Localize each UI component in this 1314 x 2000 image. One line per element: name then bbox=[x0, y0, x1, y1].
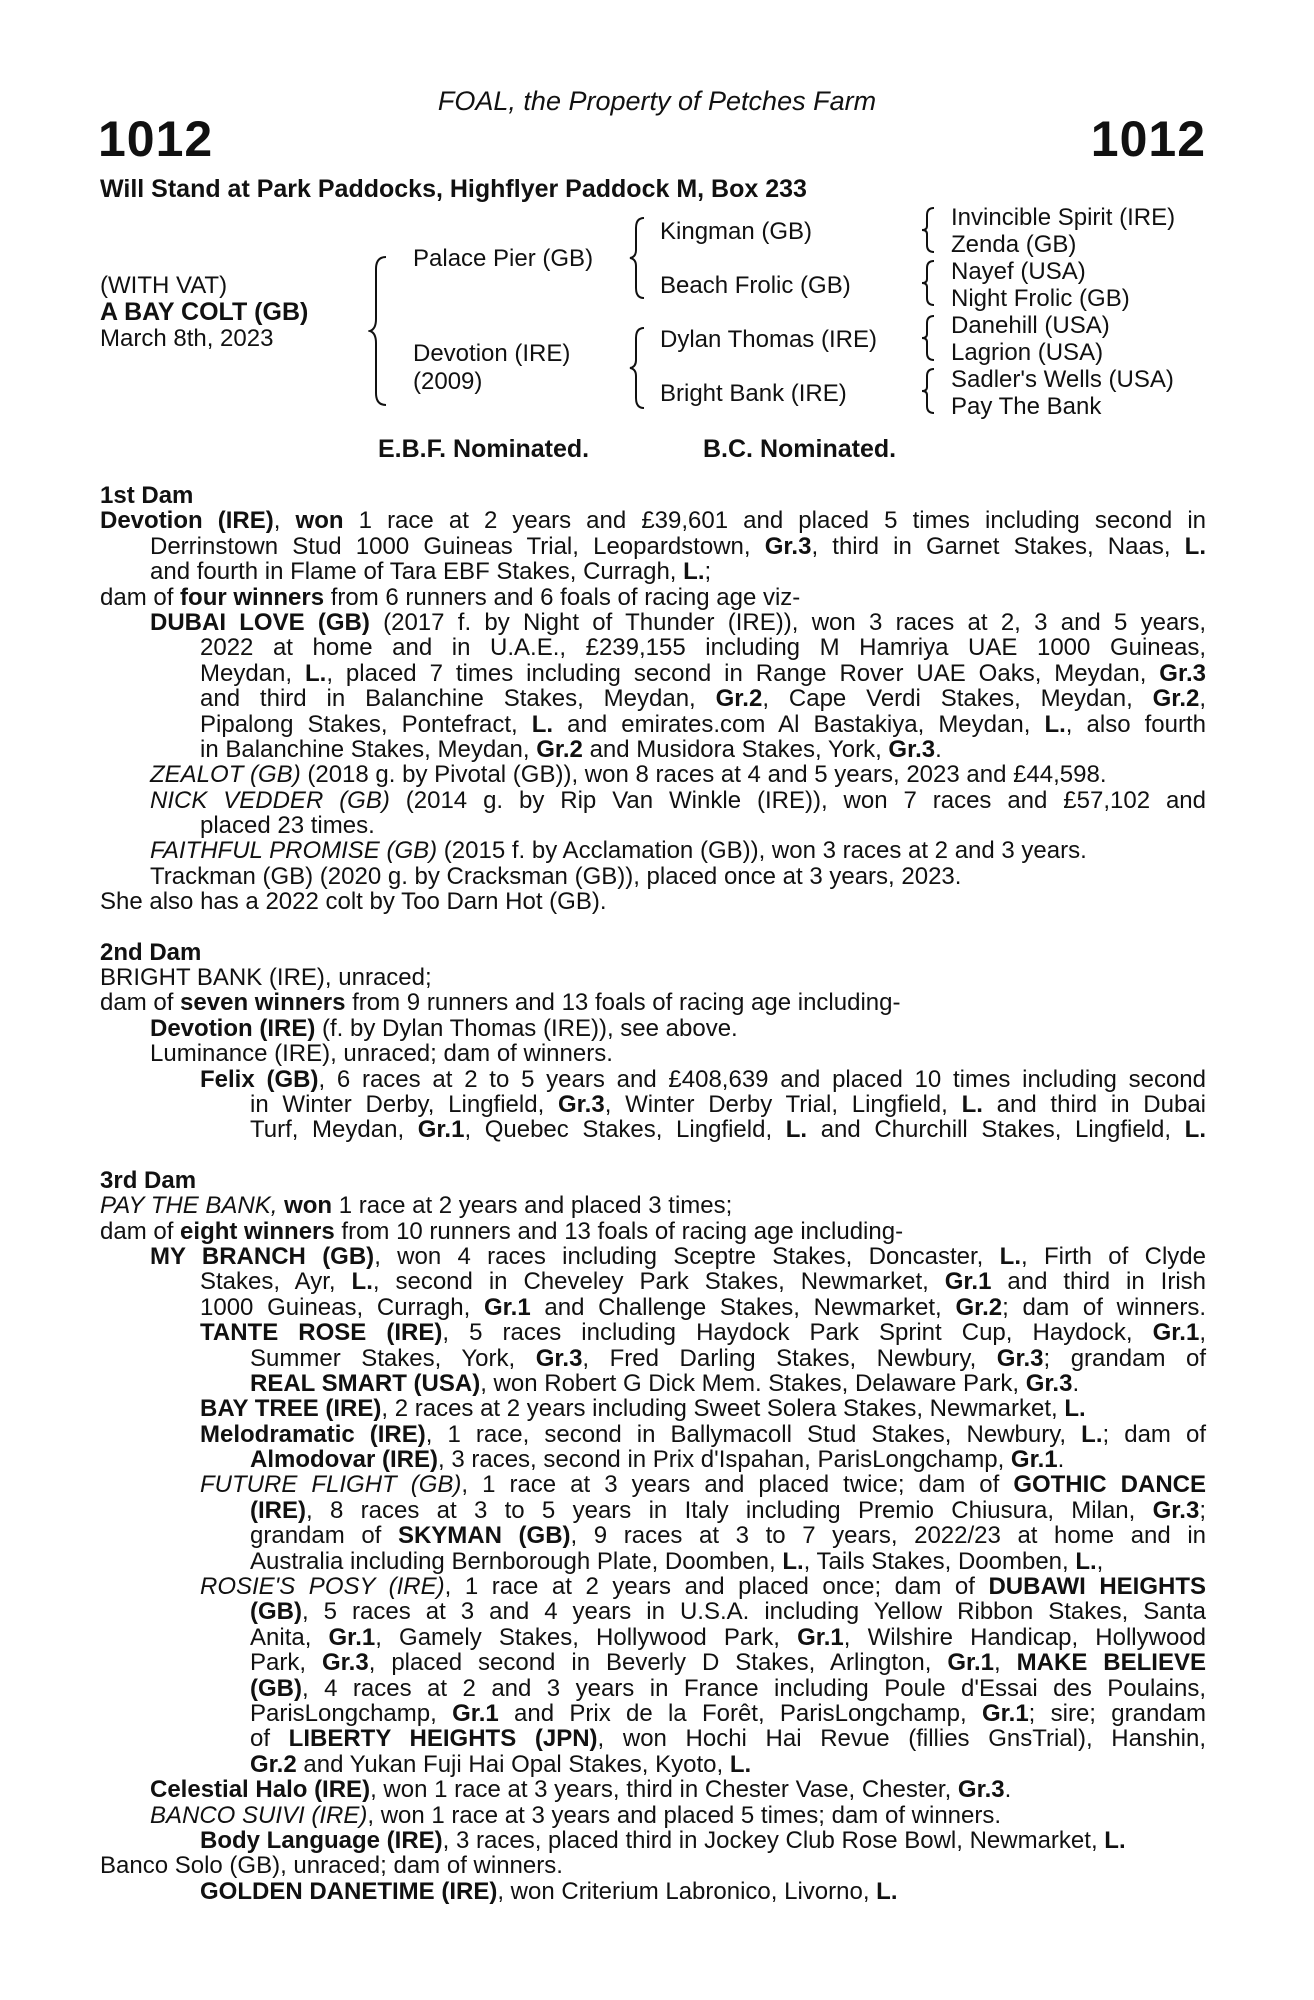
pedigree-sire-sire: Kingman (GB) bbox=[660, 218, 813, 245]
pedigree-dam-year: (2009) bbox=[413, 368, 483, 395]
produce-entry: (GB), 4 races at 2 and 3 years in France including Poule d'Essai des Poulains, bbox=[250, 1674, 1206, 1702]
horse-name: A BAY COLT (GB) bbox=[100, 298, 309, 326]
pedigree-brace-4 bbox=[920, 206, 938, 254]
produce-entry: BAY TREE (IRE), 2 races at 2 years including Sweet Solera Stakes, Newmarket, L. bbox=[200, 1395, 1086, 1423]
second-dam-line: dam of seven winners from 9 runners and 13 foals of racing age including- bbox=[100, 989, 901, 1017]
pedigree-dam-sire: Dylan Thomas (IRE) bbox=[660, 326, 877, 353]
pedigree-brace-5 bbox=[920, 259, 938, 307]
produce-entry: and third in Balanchine Stakes, Meydan, Gr.2, Cape Verdi Stakes, Meydan, Gr.2, bbox=[200, 685, 1207, 713]
first-dam-line: Derrinstown Stud 1000 Guineas Trial, Leopardstown, Gr.3, third in Garnet Stakes, Naas, L. bbox=[150, 532, 1206, 560]
produce-entry: Anita, Gr.1, Gamely Stakes, Hollywood Park, Gr.1, Wilshire Handicap, Hollywood bbox=[250, 1623, 1207, 1651]
first-dam-line: Devotion (IRE), won 1 race at 2 years and £39,601 and placed 5 times including second in bbox=[100, 507, 1206, 535]
produce-entry: ParisLongchamp, Gr.1 and Prix de la Forêt, ParisLongchamp, Gr.1; sire; grandam bbox=[250, 1699, 1206, 1727]
section-heading-3rd-dam: 3rd Dam bbox=[100, 1166, 197, 1194]
pedigree-g3-8: Pay The Bank bbox=[951, 393, 1102, 420]
pedigree-g3-7: Sadler's Wells (USA) bbox=[951, 366, 1174, 393]
produce-entry: Almodovar (IRE), 3 races, second in Prix d'Ispahan, ParisLongchamp, Gr.1. bbox=[250, 1446, 1065, 1474]
produce-entry: in Balanchine Stakes, Meydan, Gr.2 and Musidora Stakes, York, Gr.3. bbox=[200, 735, 942, 763]
produce-entry: NICK VEDDER (GB) (2014 g. by Rip Van Winkle (IRE)), won 7 races and £57,102 and bbox=[150, 786, 1206, 814]
produce-entry: Luminance (IRE), unraced; dam of winners. bbox=[150, 1040, 613, 1068]
produce-entry: Australia including Bernborough Plate, Doomben, L., Tails Stakes, Doomben, L., bbox=[250, 1547, 1104, 1575]
page-subtitle: FOAL, the Property of Petches Farm bbox=[437, 86, 877, 116]
section-gap bbox=[100, 1143, 1206, 1168]
produce-entry: Meydan, L., placed 7 times including second in Range Rover UAE Oaks, Meydan, Gr.3 bbox=[200, 659, 1206, 687]
pedigree-dam-dam: Bright Bank (IRE) bbox=[660, 380, 847, 407]
pedigree-g3-1: Invincible Spirit (IRE) bbox=[951, 204, 1176, 231]
produce-entry: FAITHFUL PROMISE (GB) (2015 f. by Acclamation (GB)), won 3 races at 2 and 3 years. bbox=[150, 837, 1087, 865]
produce-entry: Banco Solo (GB), unraced; dam of winners. bbox=[100, 1852, 563, 1880]
pedigree-brace-1 bbox=[368, 255, 390, 407]
produce-entry: (IRE), 8 races at 3 to 5 years in Italy including Premio Chiusura, Milan, Gr.3; bbox=[250, 1496, 1206, 1524]
produce-entry: Gr.2 and Yukan Fuji Hai Opal Stakes, Kyoto, L. bbox=[250, 1750, 752, 1778]
produce-entry: MY BRANCH (GB), won 4 races including Sceptre Stakes, Doncaster, L., Firth of Clyde bbox=[150, 1242, 1206, 1270]
third-dam-line: dam of eight winners from 10 runners and 13 foals of racing age including- bbox=[100, 1217, 904, 1245]
produce-entry: TANTE ROSE (IRE), 5 races including Haydock Park Sprint Cup, Haydock, Gr.1, bbox=[200, 1319, 1206, 1347]
produce-entry: 1000 Guineas, Curragh, Gr.1 and Challenge Stakes, Newmarket, Gr.2; dam of winners. bbox=[200, 1293, 1207, 1321]
horse-dob: March 8th, 2023 bbox=[100, 325, 274, 352]
third-dam-line: PAY THE BANK, won 1 race at 2 years and placed 3 times; bbox=[100, 1192, 733, 1220]
pedigree-sire-dam: Beach Frolic (GB) bbox=[660, 272, 851, 299]
produce-entry: Trackman (GB) (2020 g. by Cracksman (GB)), placed once at 3 years, 2023. bbox=[150, 862, 962, 890]
ebf-nomination: E.B.F. Nominated. bbox=[378, 435, 590, 463]
pedigree-g3-4: Night Frolic (GB) bbox=[951, 285, 1130, 312]
second-dam-line: BRIGHT BANK (IRE), unraced; bbox=[100, 964, 432, 992]
pedigree-brace-6 bbox=[920, 314, 938, 362]
pedigree-notes bbox=[100, 483, 1206, 1904]
pedigree-g3-2: Zenda (GB) bbox=[951, 231, 1077, 258]
pedigree-brace-2 bbox=[628, 216, 648, 300]
produce-entry: of LIBERTY HEIGHTS (JPN), won Hochi Hai Revue (fillies GnsTrial), Hanshin, bbox=[250, 1725, 1207, 1753]
produce-entry: grandam of SKYMAN (GB), 9 races at 3 to 7 years, 2022/23 at home and in bbox=[250, 1522, 1207, 1550]
first-dam-line: and fourth in Flame of Tara EBF Stakes, Curragh, L.; bbox=[150, 558, 712, 586]
stand-location: Will Stand at Park Paddocks, Highflyer Paddock M, Box 233 bbox=[100, 175, 807, 203]
produce-entry: Pipalong Stakes, Pontefract, L. and emirates.com Al Bastakiya, Meydan, L., also fourth bbox=[200, 710, 1207, 738]
produce-entry: Turf, Meydan, Gr.1, Quebec Stakes, Lingfield, L. and Churchill Stakes, Lingfield, L. bbox=[250, 1116, 1206, 1144]
bc-nomination: B.C. Nominated. bbox=[703, 435, 897, 463]
produce-entry: ZEALOT (GB) (2018 g. by Pivotal (GB)), won 8 races at 4 and 5 years, 2023 and £44,598. bbox=[150, 761, 1107, 789]
produce-entry: FUTURE FLIGHT (GB), 1 race at 3 years and placed twice; dam of GOTHIC DANCE bbox=[200, 1471, 1207, 1499]
section-heading-2nd-dam: 2nd Dam bbox=[100, 938, 202, 966]
produce-entry: in Winter Derby, Lingfield, Gr.3, Winter Derby Trial, Lingfield, L. and third in Dubai bbox=[250, 1090, 1207, 1118]
produce-entry: Melodramatic (IRE), 1 race, second in Ballymacoll Stud Stakes, Newbury, L.; dam of bbox=[200, 1420, 1206, 1448]
produce-entry: Devotion (IRE) (f. by Dylan Thomas (IRE)), see above. bbox=[150, 1014, 738, 1042]
produce-entry: REAL SMART (USA), won Robert G Dick Mem. Stakes, Delaware Park, Gr.3. bbox=[250, 1369, 1080, 1397]
pedigree-dam: Devotion (IRE) bbox=[413, 340, 571, 367]
first-dam-line: dam of four winners from 6 runners and 6 foals of racing age viz- bbox=[100, 583, 801, 611]
produce-entry: Celestial Halo (IRE), won 1 race at 3 years, third in Chester Vase, Chester, Gr.3. bbox=[150, 1776, 1012, 1804]
pedigree-brace-7 bbox=[920, 367, 938, 415]
produce-entry: placed 23 times. bbox=[200, 812, 375, 840]
produce-entry: 2022 at home and in U.A.E., £239,155 including M Hamriya UAE 1000 Guineas, bbox=[200, 634, 1206, 662]
produce-entry: BANCO SUIVI (IRE), won 1 race at 3 years and placed 5 times; dam of winners. bbox=[150, 1801, 1002, 1829]
produce-entry: (GB), 5 races at 3 and 4 years in U.S.A. including Yellow Ribbon Stakes, Santa bbox=[250, 1598, 1206, 1626]
pedigree-g3-6: Lagrion (USA) bbox=[951, 339, 1104, 366]
produce-entry: Park, Gr.3, placed second in Beverly D Stakes, Arlington, Gr.1, MAKE BELIEVE bbox=[250, 1649, 1206, 1677]
pedigree-brace-3 bbox=[628, 326, 648, 410]
pedigree-g3-3: Nayef (USA) bbox=[951, 258, 1086, 285]
produce-entry: Body Language (IRE), 3 races, placed third in Jockey Club Rose Bowl, Newmarket, L. bbox=[200, 1826, 1126, 1854]
produce-entry: She also has a 2022 colt by Too Darn Hot (GB). bbox=[100, 888, 607, 916]
section-gap bbox=[100, 915, 1206, 940]
pedigree-sire: Palace Pier (GB) bbox=[413, 245, 594, 272]
produce-entry: DUBAI LOVE (GB) (2017 f. by Night of Thunder (IRE)), won 3 races at 2, 3 and 5 years, bbox=[150, 608, 1206, 636]
pedigree-g3-5: Danehill (USA) bbox=[951, 312, 1110, 339]
produce-entry: Summer Stakes, York, Gr.3, Fred Darling Stakes, Newbury, Gr.3; grandam of bbox=[250, 1344, 1206, 1372]
section-heading-1st-dam: 1st Dam bbox=[100, 482, 194, 509]
produce-entry: GOLDEN DANETIME (IRE), won Criterium Labronico, Livorno, L. bbox=[200, 1877, 898, 1905]
produce-entry: ROSIE'S POSY (IRE), 1 race at 2 years and placed once; dam of DUBAWI HEIGHTS bbox=[200, 1573, 1207, 1601]
vat-note: (WITH VAT) bbox=[100, 272, 228, 299]
lot-number-left: 1012 bbox=[98, 111, 214, 167]
produce-entry: Stakes, Ayr, L., second in Cheveley Park Stakes, Newmarket, Gr.1 and third in Irish bbox=[200, 1268, 1206, 1296]
produce-entry: Felix (GB), 6 races at 2 to 5 years and £408,639 and placed 10 times including second bbox=[200, 1065, 1206, 1093]
lot-number-right: 1012 bbox=[1090, 111, 1206, 167]
